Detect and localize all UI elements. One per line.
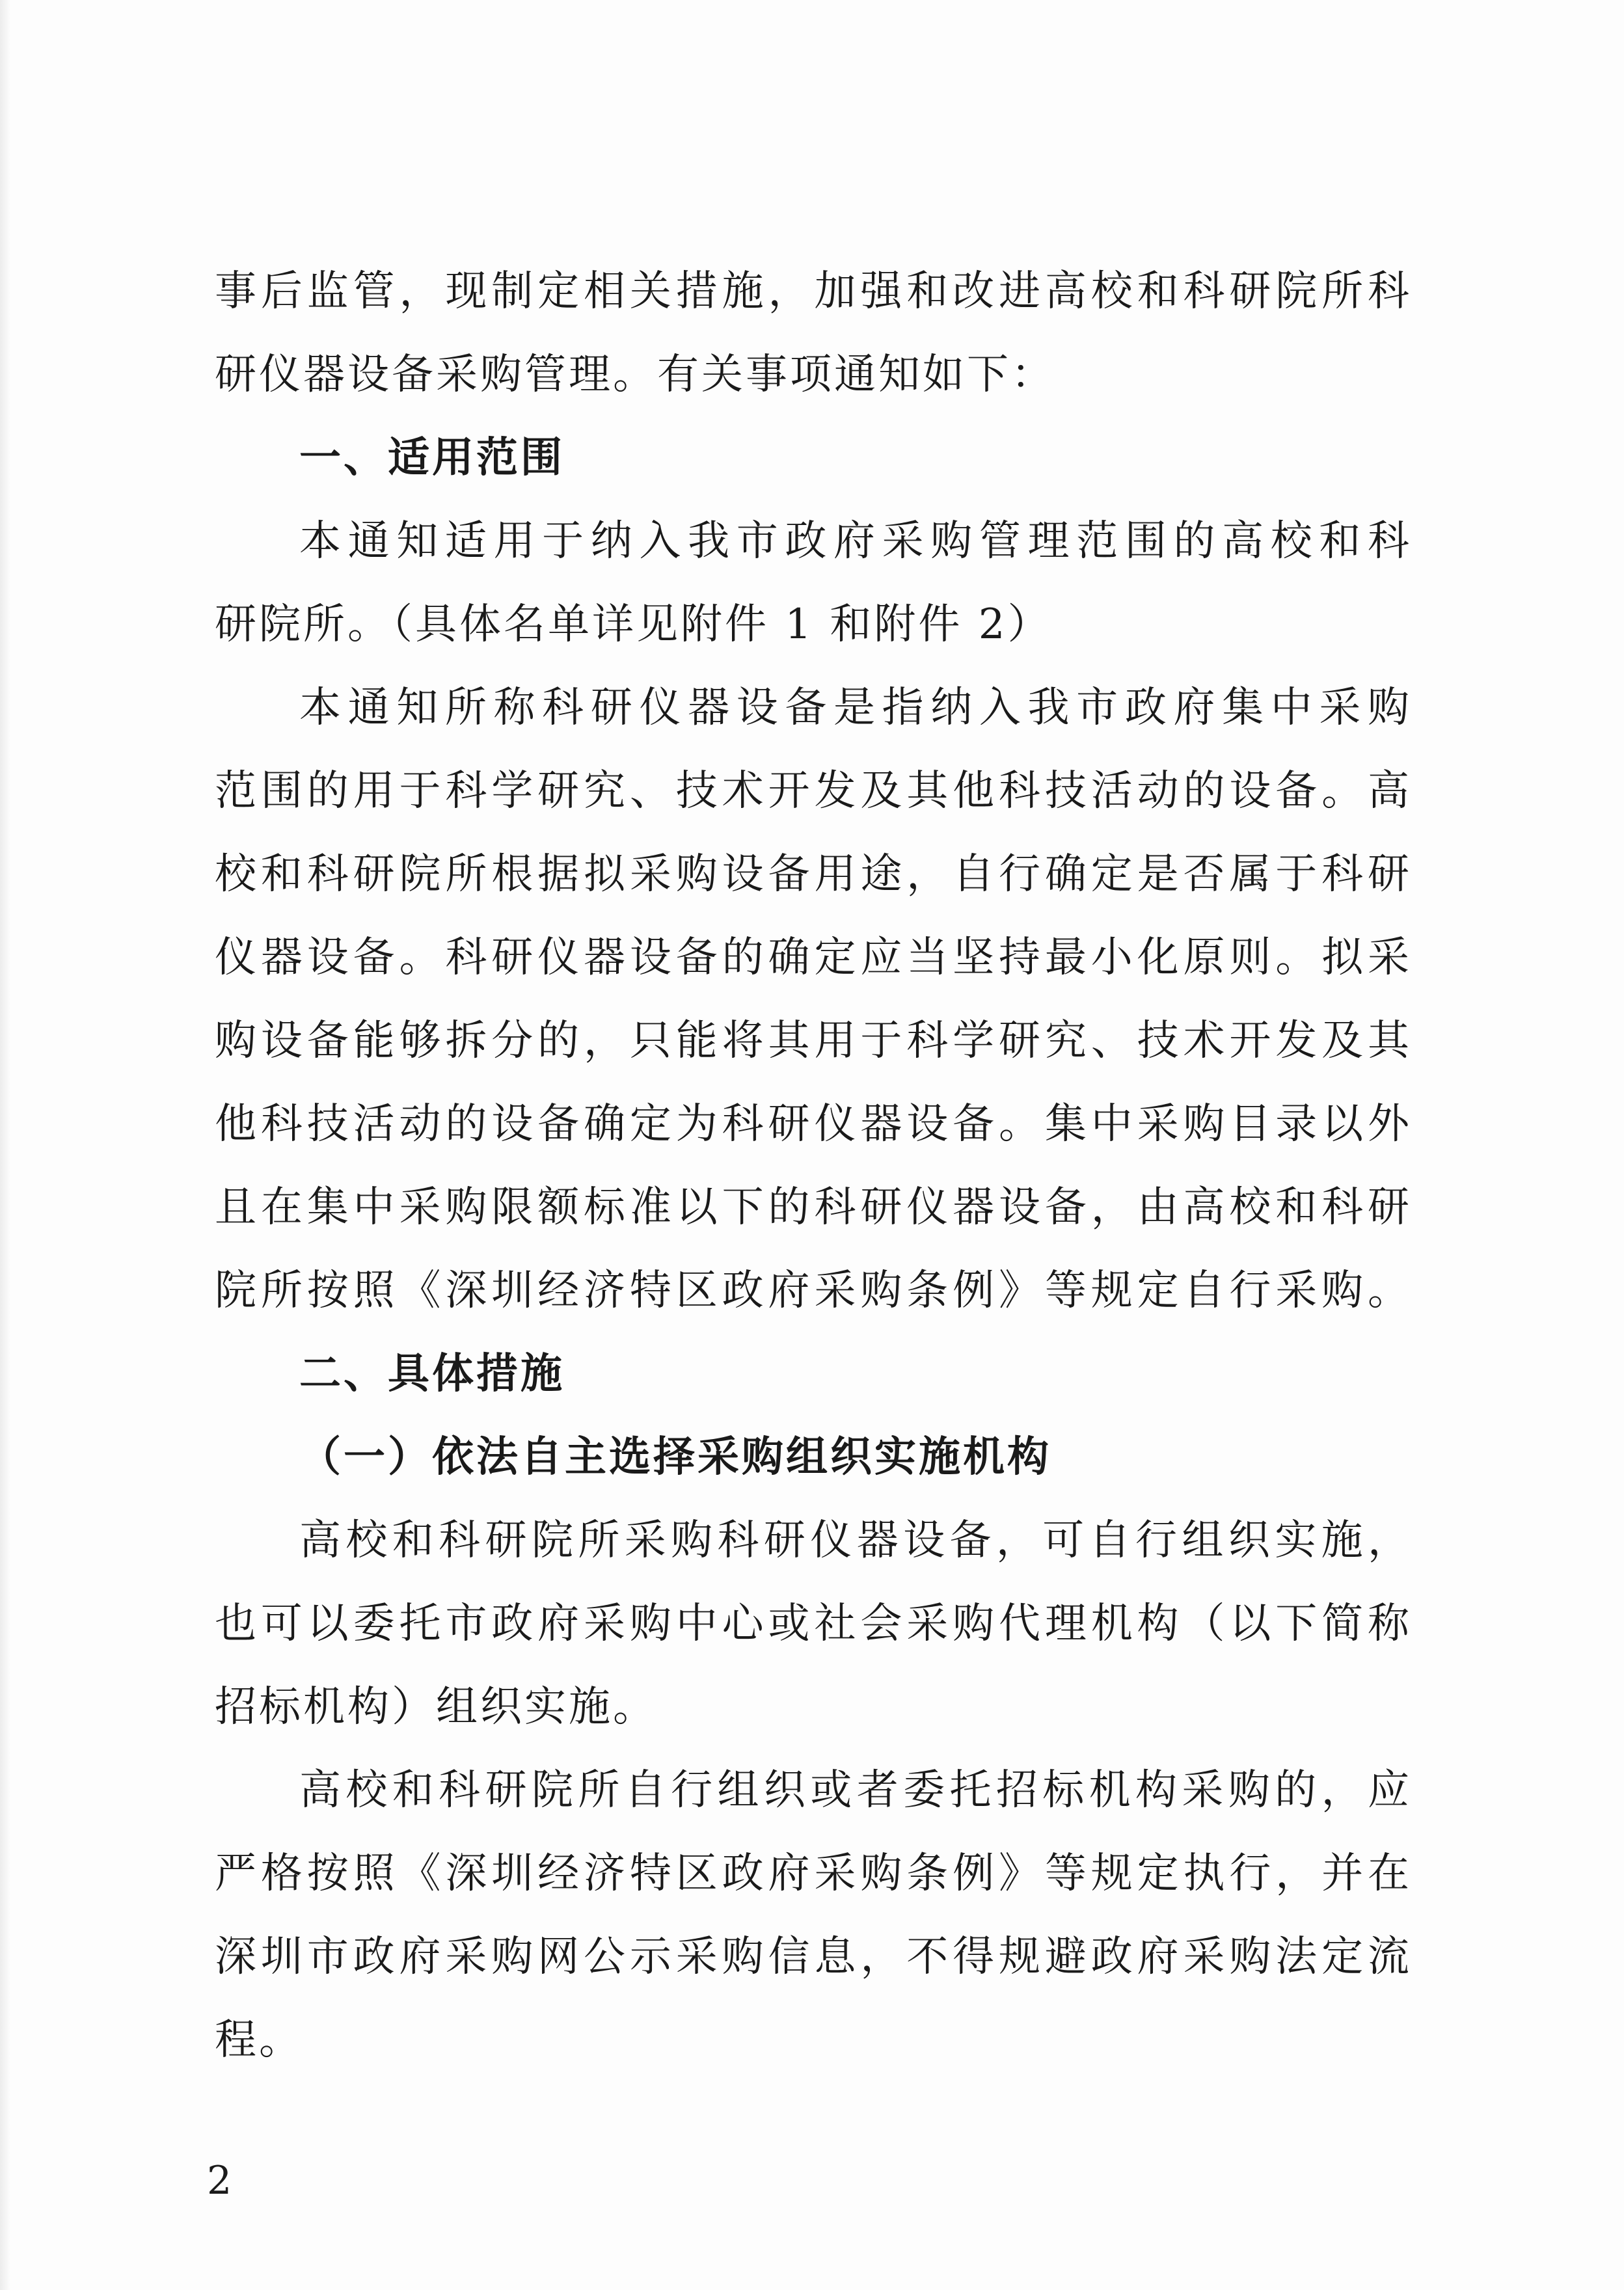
- body-line-1: 事后监管，现制定相关措施，加强和改进高校和科研院所科: [215, 267, 1412, 316]
- body-line-12: 且在集中采购限额标准以下的科研仪器设备，由高校和科研: [215, 1183, 1412, 1232]
- scan-edge: [0, 0, 10, 2290]
- body-line-8: 校和科研院所根据拟采购设备用途，自行确定是否属于科研: [215, 850, 1412, 898]
- body-line-22: 程。: [215, 2016, 303, 2064]
- body-line-17: 也可以委托市政府采购中心或社会采购代理机构（以下简称: [215, 1600, 1412, 1648]
- body-line-11: 他科技活动的设备确定为科研仪器设备。集中采购目录以外: [215, 1100, 1412, 1148]
- body-line-5: 研院所。（具体名单详见附件 1 和附件 2）: [215, 600, 1052, 649]
- section-heading-measures: 二、具体措施: [299, 1350, 565, 1398]
- section-heading-scope: 一、适用范围: [299, 434, 565, 482]
- subsection-heading-1: （一）依法自主选择采购组织实施机构: [299, 1433, 1051, 1481]
- body-line-18: 招标机构）组织实施。: [215, 1683, 657, 1731]
- body-line-2: 研仪器设备采购管理。有关事项通知如下：: [215, 351, 1055, 399]
- body-line-16: 高校和科研院所采购科研仪器设备，可自行组织实施，: [299, 1516, 1412, 1565]
- page-number: 2: [207, 2158, 232, 2203]
- body-line-20: 严格按照《深圳经济特区政府采购条例》等规定执行，并在: [215, 1850, 1412, 1898]
- body-line-21: 深圳市政府采购网公示采购信息，不得规避政府采购法定流: [215, 1933, 1412, 1981]
- body-line-7: 范围的用于科学研究、技术开发及其他科技活动的设备。高: [215, 767, 1412, 815]
- body-line-6: 本通知所称科研仪器设备是指纳入我市政府集中采购: [299, 684, 1412, 732]
- body-line-9: 仪器设备。科研仪器设备的确定应当坚持最小化原则。拟采: [215, 934, 1412, 982]
- body-line-19: 高校和科研院所自行组织或者委托招标机构采购的，应: [299, 1766, 1412, 1814]
- body-line-13: 院所按照《深圳经济特区政府采购条例》等规定自行采购。: [215, 1267, 1412, 1315]
- body-line-4: 本通知适用于纳入我市政府采购管理范围的高校和科: [299, 517, 1412, 565]
- body-line-10: 购设备能够拆分的，只能将其用于科学研究、技术开发及其: [215, 1017, 1412, 1065]
